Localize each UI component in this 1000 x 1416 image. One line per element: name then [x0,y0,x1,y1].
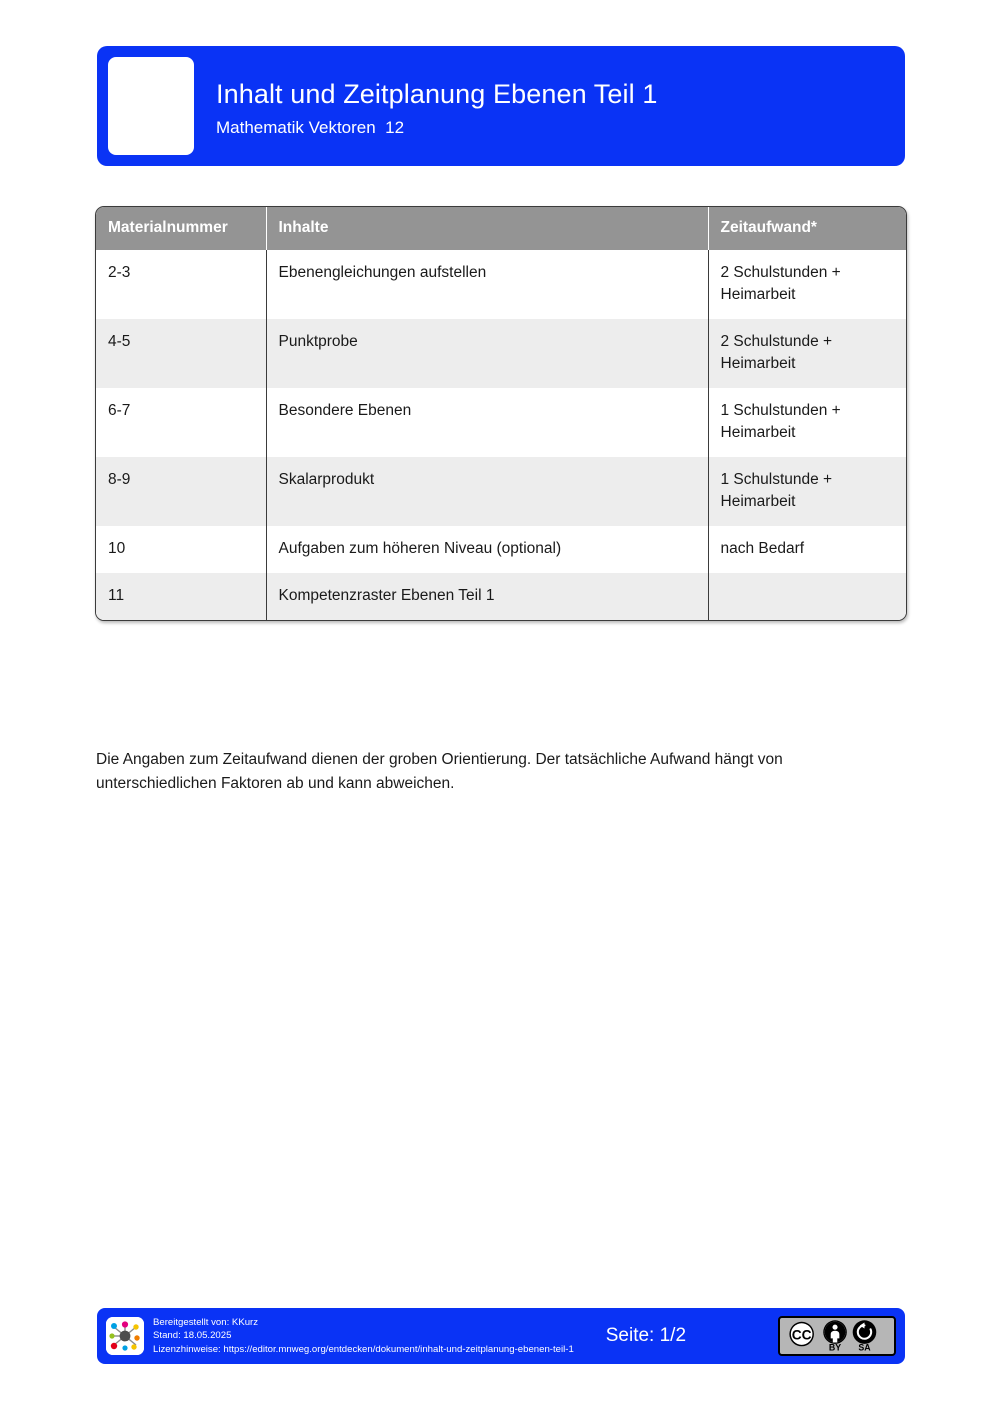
cell-zeitaufwand: 2 Schulstunden + Heimarbeit [708,250,907,319]
table-row [96,388,907,457]
svg-text:CC: CC [791,1327,812,1343]
creative-commons-badge [778,1316,896,1356]
by-label: BY [828,1342,842,1352]
table-row [96,457,907,526]
cell-zeitaufwand: 1 Schulstunde + Heimarbeit [708,457,907,526]
table-header-row [96,207,907,250]
sa-label: SA [858,1342,871,1352]
header-logo-placeholder [108,57,194,155]
table-body [96,250,907,620]
content-table-container [95,206,907,621]
cell-inhalte: Kompetenzraster Ebenen Teil 1 [266,573,708,620]
cell-inhalte: Ebenengleichungen aufstellen [266,250,708,319]
cell-zeitaufwand: 2 Schulstunde + Heimarbeit [708,319,907,388]
cell-zeitaufwand: 1 Schulstunden + Heimarbeit [708,388,907,457]
document-header [97,46,905,166]
footer-metadata [153,1316,574,1356]
cell-zeitaufwand [708,573,907,620]
cell-zeitaufwand: nach Bedarf [708,526,907,573]
table-row [96,526,907,573]
cc-icon [789,1322,814,1347]
cell-materialnummer: 10 [96,526,266,573]
cell-inhalte: Aufgaben zum höheren Niveau (optional) [266,526,708,573]
page-title: Inhalt und Zeitplanung Ebenen Teil 1 [216,79,658,110]
by-icon [823,1320,847,1344]
page-number: Seite: 1/2 [605,1325,687,1346]
zeitaufwand-note: Die Angaben zum Zeitaufwand dienen der groben Orientierung. Der tatsächliche Aufwand hängt von unterschiedlichen Faktoren ab und kann abweichen. [96,751,783,793]
column-header-zeitaufwand: Zeitaufwand* [708,207,907,250]
footer-provided-by: Bereitgestellt von: KKurz [153,1317,259,1329]
cell-materialnummer: 8-9 [96,457,266,526]
table-row [96,250,907,319]
cell-inhalte: Punktprobe [266,319,708,388]
cell-materialnummer: 11 [96,573,266,620]
cell-materialnummer: 6-7 [96,388,266,457]
column-header-materialnummer: Materialnummer [96,207,266,250]
footer-stand-date: Stand: 18.05.2025 [153,1330,232,1342]
table-row [96,573,907,620]
mnweg-logo-icon [106,1317,144,1355]
column-header-inhalte: Inhalte [266,207,708,250]
cell-materialnummer: 4-5 [96,319,266,388]
page-subtitle: Mathematik Vektoren 12 [216,117,405,137]
table-row [96,319,907,388]
footer-license-link[interactable]: Lizenzhinweise: https://editor.mnweg.org/entdecken/dokument/inhalt-und-zeitplanung-ebenen-teil-1 [153,1343,574,1355]
document-footer [97,1308,905,1364]
sa-icon [853,1320,877,1344]
header-text-group [216,74,657,138]
content-table [96,207,907,620]
cell-inhalte: Besondere Ebenen [266,388,708,457]
cell-materialnummer: 2-3 [96,250,266,319]
cell-inhalte: Skalarprodukt [266,457,708,526]
table-header [96,207,907,250]
